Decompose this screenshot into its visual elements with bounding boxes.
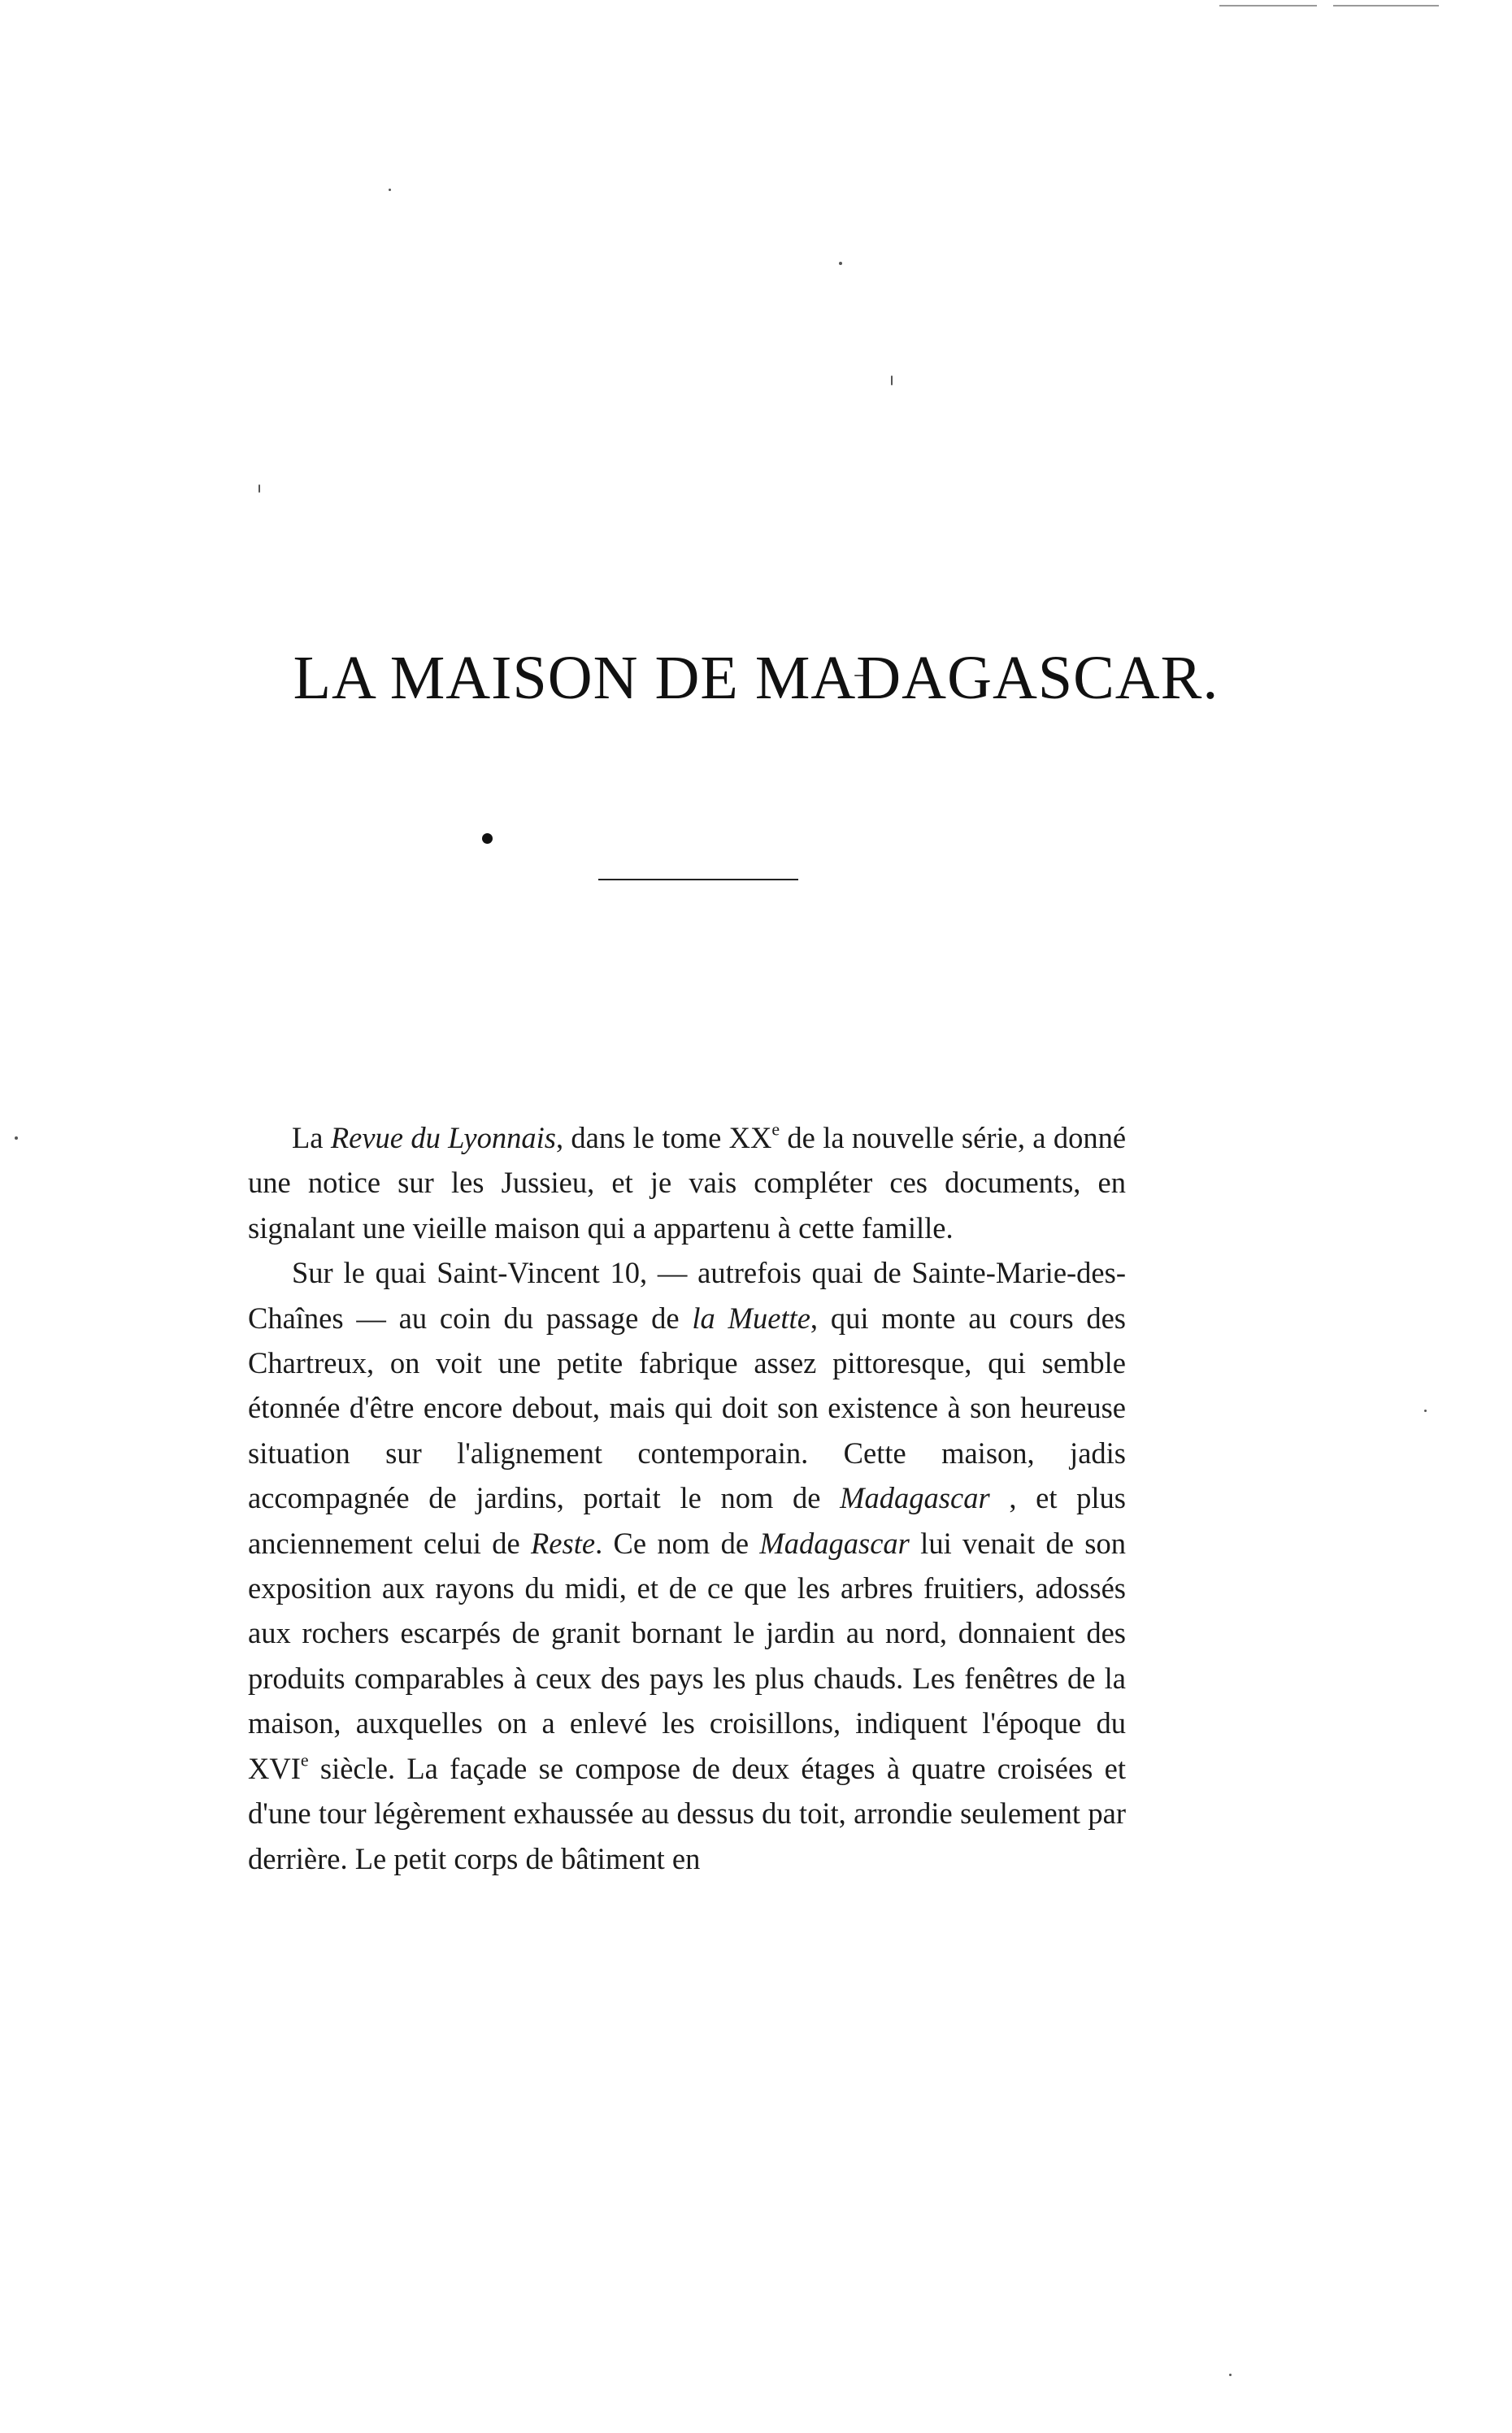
italic-place-name: la Muette: [692, 1301, 810, 1335]
scan-speck: [389, 189, 391, 191]
scan-speck: [15, 1136, 18, 1140]
scan-speck: [1424, 1410, 1427, 1412]
italic-house-name: Reste: [531, 1526, 596, 1560]
scan-edge-mark: [1219, 5, 1317, 7]
text-run: . Ce nom de: [595, 1526, 760, 1560]
text-run: lui venait de son exposition aux rayons du midi, et de ce que les arbres fruitiers, adossés aux rochers escarpés de granit bornant le jardin au nord, donnaient des produits comparables à ceux des pays les plus chauds. Les fenêtres de la maison, auxquelles on a enlevé les croisillons, indiquent l'époque du XVI: [248, 1526, 1126, 1785]
paragraph-1: [248, 1115, 1126, 1250]
scan-edge-mark: [1333, 5, 1439, 7]
italic-house-name: Madagascar: [840, 1481, 990, 1515]
italic-journal-title: Revue du Lyonnais: [330, 1121, 556, 1154]
ornament-dot: [482, 833, 493, 844]
italic-house-name: Madagascar: [759, 1526, 910, 1560]
superscript: e: [771, 1119, 780, 1140]
paragraph-2: [248, 1250, 1126, 1881]
superscript: e: [300, 1749, 309, 1770]
text-run: , dans le tome XX: [555, 1121, 772, 1154]
body-text: [248, 1115, 1126, 1881]
text-run: Sur le quai Saint-Vincent 10, — autrefois quai de Sainte-Marie-des-Chaînes — au coin du passage de: [248, 1256, 1126, 1335]
text-run: , et plus anciennement celui de: [248, 1481, 1126, 1560]
title-divider: [598, 879, 798, 880]
scan-speck: [891, 376, 893, 385]
text-run: siècle. La façade se compose de deux étages à quatre croisées et d'une tour légèrement exhaussée au dessus du toit, arrondie seulement par derrière. Le petit corps de bâtiment en: [248, 1751, 1126, 1875]
scan-speck: [1229, 2374, 1232, 2376]
scan-speck: [259, 484, 260, 493]
scan-speck: [839, 262, 842, 265]
text-run: de la nouvelle série, a donné une notice sur les Jussieu, et je vais compléter ces documents, en signalant une vieille maison qui a appartenu à cette famille.: [248, 1121, 1127, 1245]
page-title: LA MAISON DE MADAGASCAR.: [293, 643, 1219, 712]
text-run: La: [292, 1121, 331, 1154]
text-run: , qui monte au cours des Chartreux, on voit une petite fabrique assez pittoresque, qui semble étonnée d'être encore debout, mais qui doit son existence à son heureuse situation sur l'alignement contemporain. Cette maison, jadis accompagnée de jardins, portait le nom de: [248, 1301, 1127, 1515]
